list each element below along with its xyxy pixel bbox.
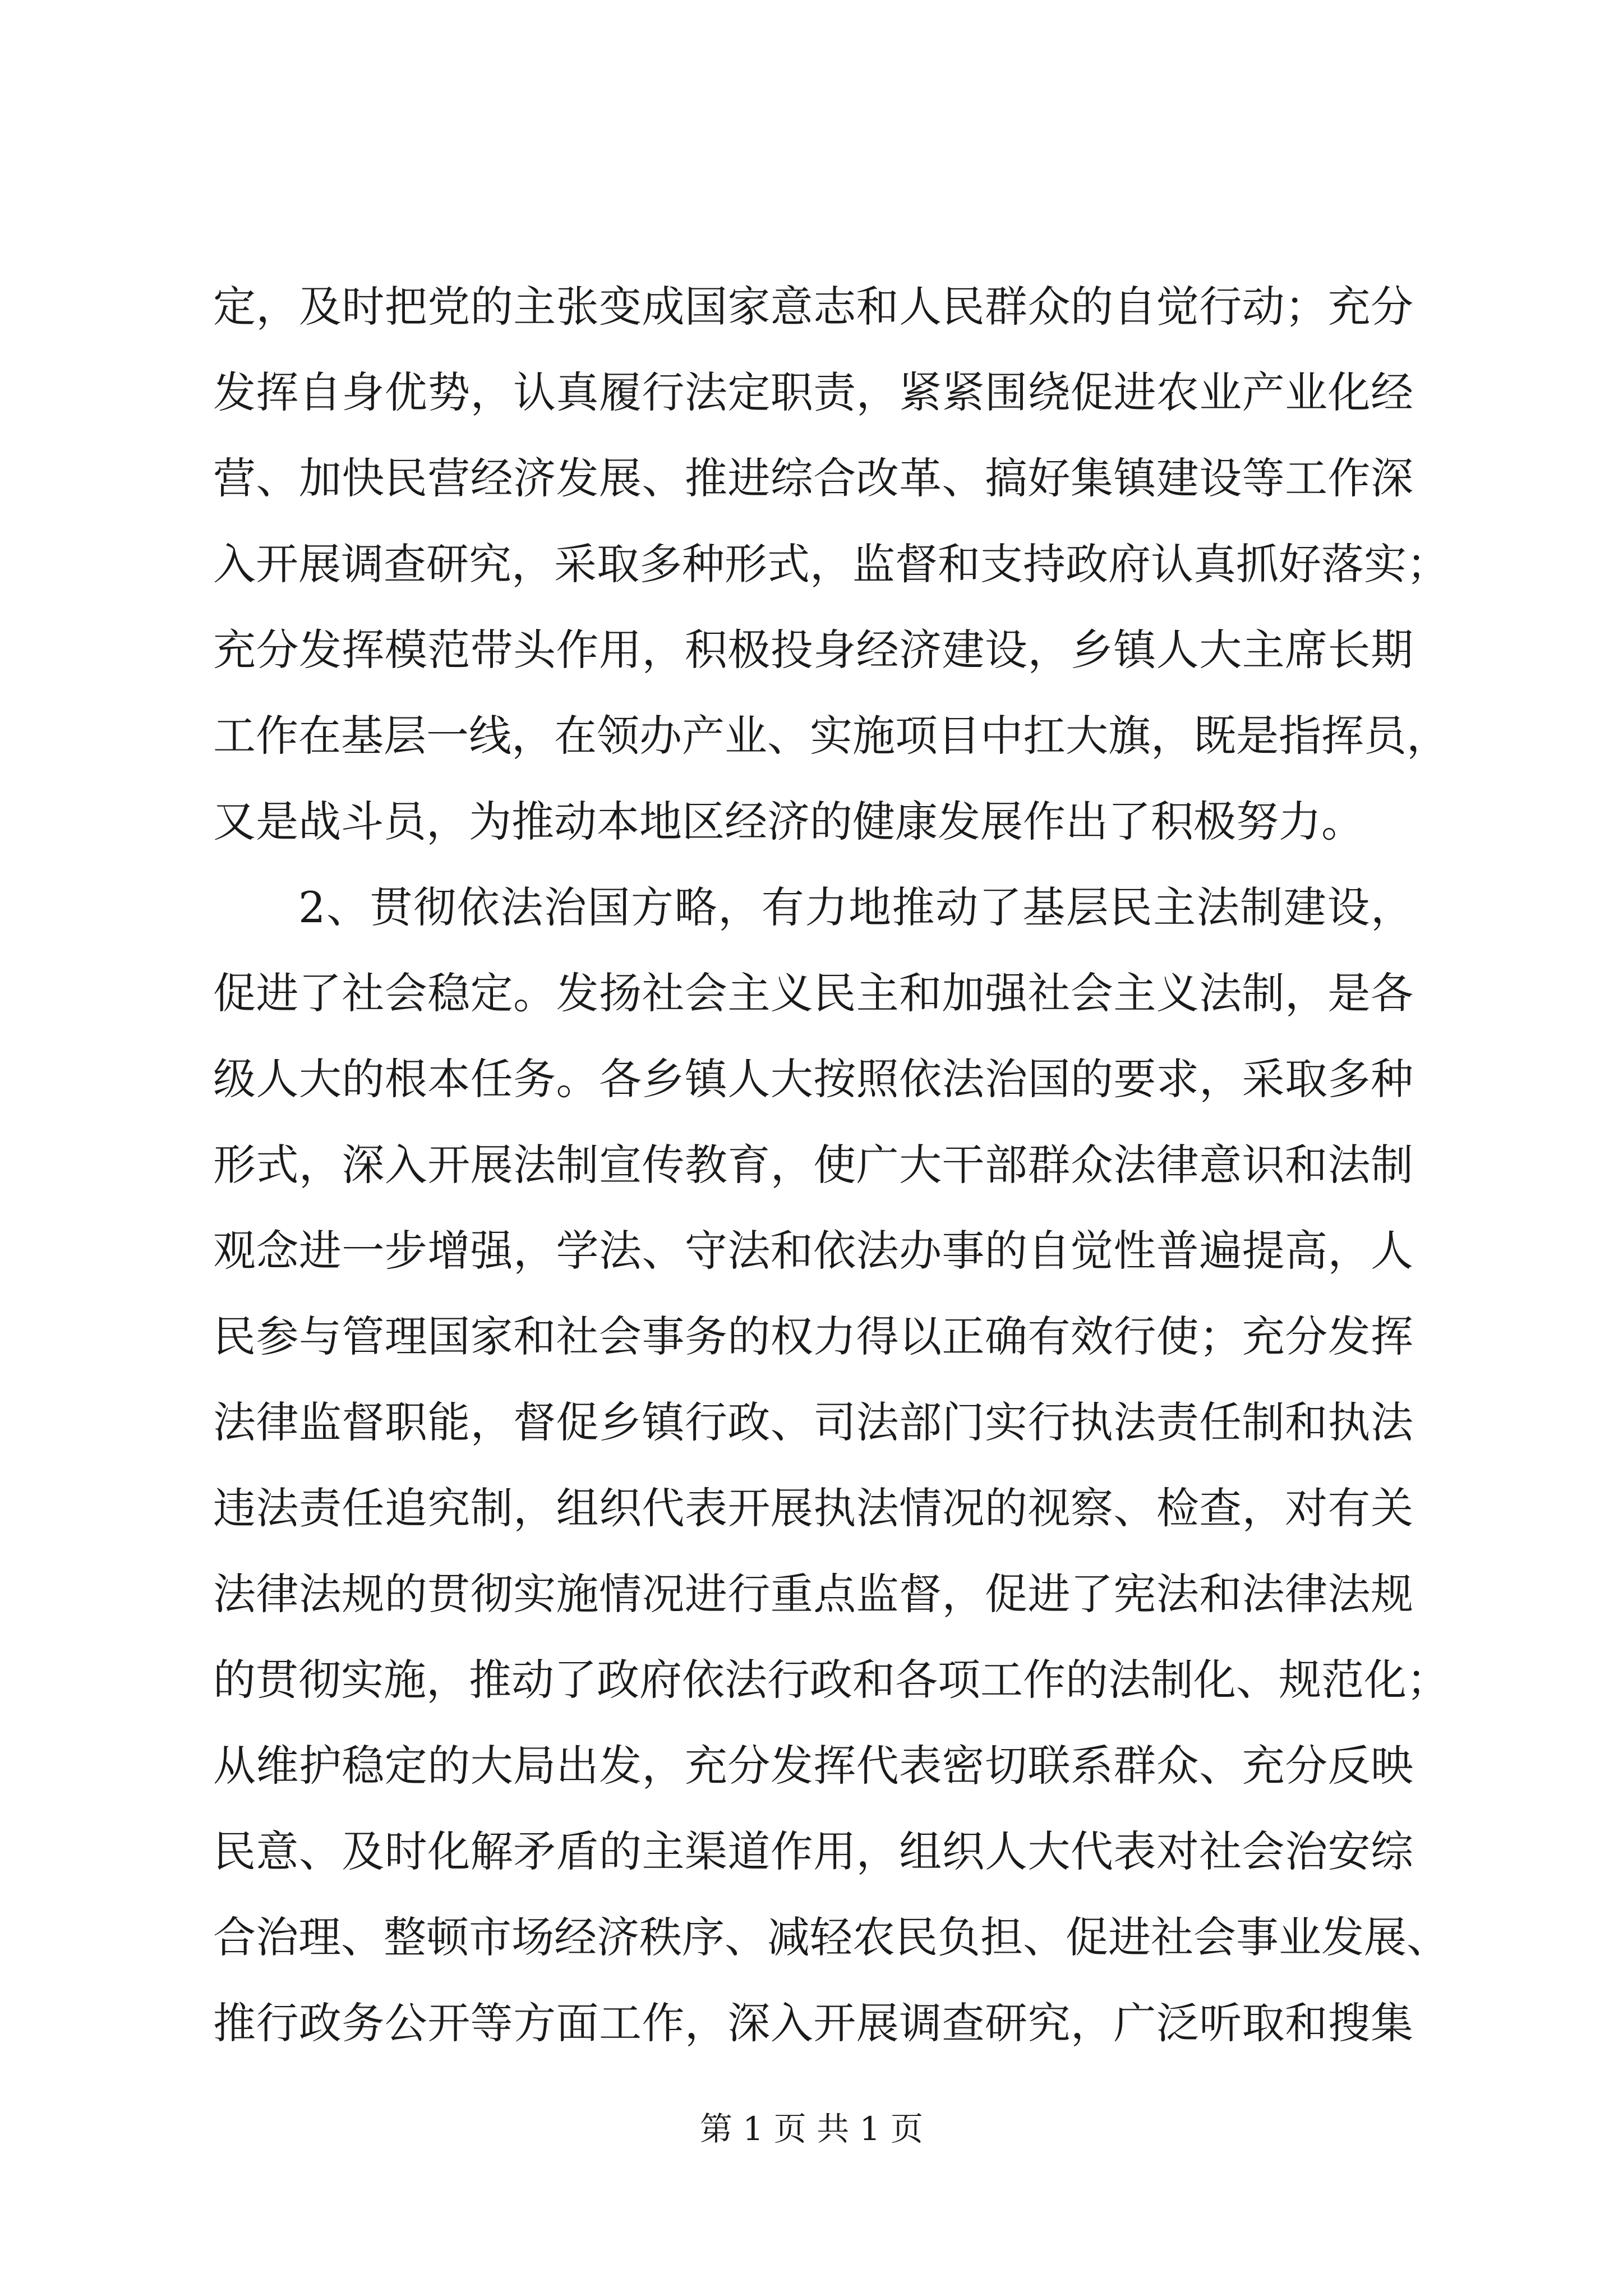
paragraph-end-line: 又是战斗员，为推动本地区经济的健康发展作出了积极努力。: [213, 797, 1364, 846]
text-line: 民意、及时化解矛盾的主渠道作用，组织人大代表对社会治安综: [213, 1826, 1413, 1876]
text-line: 级人大的根本任务。各乡镇人大按照依法治国的要求，采取多种: [213, 1054, 1413, 1104]
text-line: 形式，深入开展法制宣传教育，使广大干部群众法律意识和法制: [213, 1140, 1413, 1190]
text-line: 推行政务公开等方面工作，深入开展调查研究，广泛听取和搜集: [213, 1998, 1413, 2048]
text-line: 法律法规的贯彻实施情况进行重点监督，促进了宪法和法律法规: [213, 1569, 1413, 1619]
text-line: 发挥自身优势，认真履行法定职责，紧紧围绕促进农业产业化经: [213, 367, 1413, 417]
text-line: 违法责任追究制，组织代表开展执法情况的视察、检查，对有关: [213, 1483, 1413, 1533]
text-line: 促进了社会稳定。发扬社会主义民主和加强社会主义法制，是各: [213, 968, 1413, 1018]
text-line: 工作在基层一线，在领办产业、实施项目中扛大旗，既是指挥员，: [213, 711, 1449, 761]
paragraph-start-line: 2、贯彻依法治国方略，有力地推动了基层民主法制建设，: [298, 882, 1413, 932]
document-body: [213, 264, 1449, 2066]
text-line: 合治理、整顿市场经济秩序、减轻农民负担、促进社会事业发展、: [213, 1912, 1449, 1962]
text-line: 从维护稳定的大局出发，充分发挥代表密切联系群众、充分反映: [213, 1741, 1413, 1791]
text-line: 入开展调查研究，采取多种形式，监督和支持政府认真抓好落实；: [213, 539, 1449, 589]
text-line: 观念进一步增强，学法、守法和依法办事的自觉性普遍提高，人: [213, 1226, 1413, 1276]
text-line: 充分发挥模范带头作用，积极投身经济建设，乡镇人大主席长期: [213, 625, 1413, 675]
text-line: 的贯彻实施，推动了政府依法行政和各项工作的法制化、规范化；: [213, 1655, 1449, 1705]
text-line: 营、加快民营经济发展、推进综合改革、搞好集镇建设等工作深: [213, 453, 1413, 503]
text-line: 定，及时把党的主张变成国家意志和人民群众的自觉行动；充分: [213, 282, 1413, 332]
text-line: 法律监督职能，督促乡镇行政、司法部门实行执法责任制和执法: [213, 1397, 1413, 1447]
page-footer: 第 1 页 共 1 页: [700, 2110, 923, 2148]
text-line: 民参与管理国家和社会事务的权力得以正确有效行使；充分发挥: [213, 1312, 1413, 1361]
